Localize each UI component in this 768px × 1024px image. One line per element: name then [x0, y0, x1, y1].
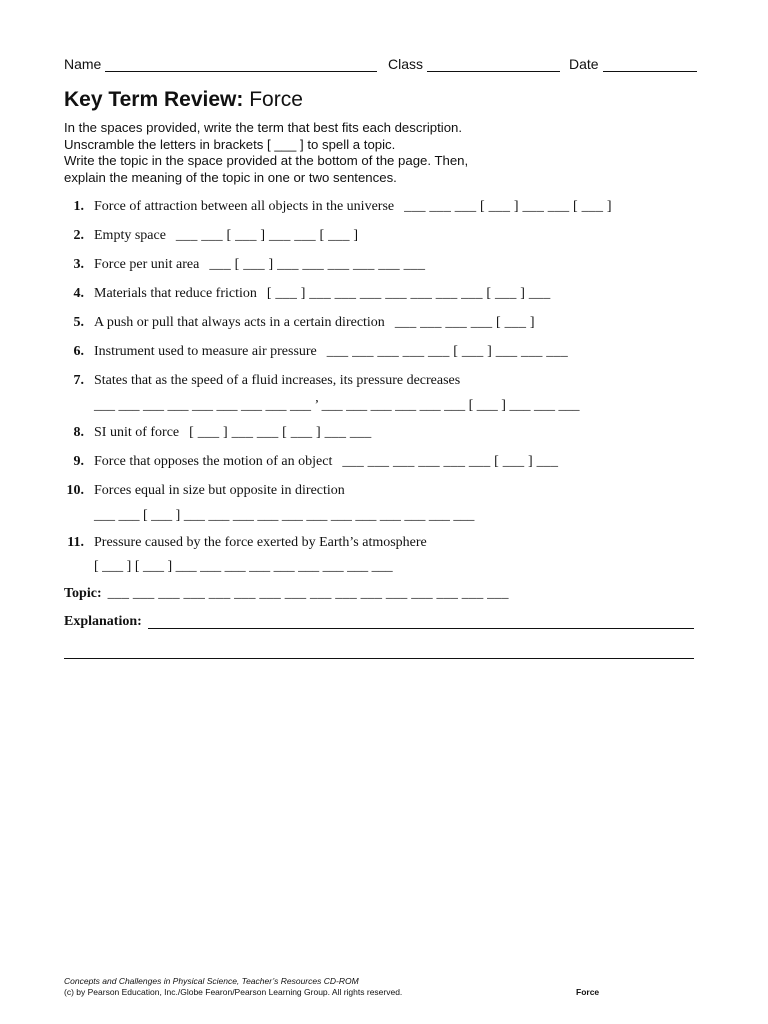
question-text: Force per unit area [94, 257, 200, 272]
date-field [569, 56, 697, 72]
question-number: 6. [73, 344, 84, 359]
answer-blanks[interactable]: ___ [ ___ ] ___ ___ ___ ___ ___ ___ [209, 257, 426, 272]
date-input-line[interactable] [603, 58, 697, 72]
topic-blanks[interactable]: ___ ___ ___ ___ ___ ___ ___ ___ ___ ___ ___ ___ ___ ___ ___ ___ [107, 586, 509, 601]
class-input-line[interactable] [427, 58, 560, 72]
answer-blanks[interactable]: ___ ___ ___ ___ ___ ___ [ ___ ] ___ [342, 454, 559, 469]
instruction-line: explain the meaning of the topic in one or two sentences. [64, 169, 397, 185]
footer-copyright: (c) by Pearson Education, Inc./Globe Fearon/Pearson Learning Group. All rights reserved. [64, 987, 403, 997]
question-text: Instrument used to measure air pressure [94, 344, 317, 359]
name-label: Name [64, 56, 102, 72]
worksheet-header [64, 56, 698, 76]
question-number: 5. [73, 315, 84, 330]
answer-blanks[interactable]: ___ ___ ___ ___ [ ___ ] [394, 315, 535, 330]
title-main: Key Term Review: [64, 88, 244, 111]
question-text: States that as the speed of a fluid increases, its pressure decreases [94, 373, 461, 388]
explanation-line-1[interactable] [148, 628, 694, 629]
footer-page-label: Force [576, 987, 600, 997]
question-number: 8. [73, 425, 84, 440]
answer-blanks[interactable]: [ ___ ] ___ ___ [ ___ ] ___ ___ [189, 425, 372, 440]
question-number: 2. [73, 228, 84, 243]
question-text: Materials that reduce friction [94, 286, 257, 301]
question-number: 3. [73, 257, 84, 272]
answer-blanks[interactable]: [ ___ ] [ ___ ] ___ ___ ___ ___ ___ ___ ___ ___ ___ [94, 559, 393, 574]
instructions [64, 120, 684, 186]
question-number: 10. [66, 483, 84, 498]
explanation-line-2[interactable] [64, 658, 694, 659]
topic-row [64, 586, 509, 602]
answer-blanks[interactable]: ___ ___ ___ ___ ___ [ ___ ] ___ ___ ___ [326, 344, 568, 359]
answer-blanks[interactable]: ___ ___ ___ ___ ___ ___ ___ ___ ___ ’ ___ ___ ___ ___ ___ ___ [ ___ ] ___ ___ ___ [94, 398, 580, 413]
answer-blanks[interactable]: ___ ___ [ ___ ] ___ ___ ___ ___ ___ ___ ___ ___ ___ ___ ___ ___ [94, 508, 475, 523]
name-field [64, 56, 377, 72]
question-number: 9. [73, 454, 84, 469]
date-label: Date [569, 56, 599, 72]
question-text: Pressure caused by the force exerted by Earth’s atmosphere [94, 535, 427, 550]
class-field [388, 56, 560, 72]
title-topic: Force [249, 88, 303, 111]
topic-label: Topic: [64, 586, 102, 601]
explanation-label: Explanation: [64, 614, 142, 629]
question-text: SI unit of force [94, 425, 180, 440]
question-text: Forces equal in size but opposite in direction [94, 483, 345, 498]
name-input-line[interactable] [105, 58, 377, 72]
question-number: 4. [73, 286, 84, 301]
question-text: Empty space [94, 228, 166, 243]
question-number: 1. [73, 199, 84, 214]
explanation-row [64, 614, 694, 630]
instruction-line: Write the topic in the space provided at the bottom of the page. Then, [64, 153, 469, 169]
question-text: Force of attraction between all objects in the universe [94, 199, 395, 214]
answer-blanks[interactable]: ___ ___ [ ___ ] ___ ___ [ ___ ] [175, 228, 359, 243]
footer-source: Concepts and Challenges in Physical Science, Teacher’s Resources CD-ROM [64, 976, 359, 986]
answer-blanks[interactable]: [ ___ ] ___ ___ ___ ___ ___ ___ ___ [ ___ ] ___ [266, 286, 551, 301]
page-title [64, 88, 303, 112]
page-footer [64, 976, 704, 998]
question-text: Force that opposes the motion of an object [94, 454, 333, 469]
answer-blanks[interactable]: ___ ___ ___ [ ___ ] ___ ___ [ ___ ] [404, 199, 612, 214]
question-number: 7. [73, 373, 84, 388]
question-text: A push or pull that always acts in a certain direction [94, 315, 385, 330]
instruction-line: Unscramble the letters in brackets [ ___ ] to spell a topic. [64, 136, 396, 152]
class-label: Class [388, 56, 424, 72]
instruction-line: In the spaces provided, write the term that best fits each description. [64, 120, 463, 135]
question-number: 11. [67, 535, 84, 550]
